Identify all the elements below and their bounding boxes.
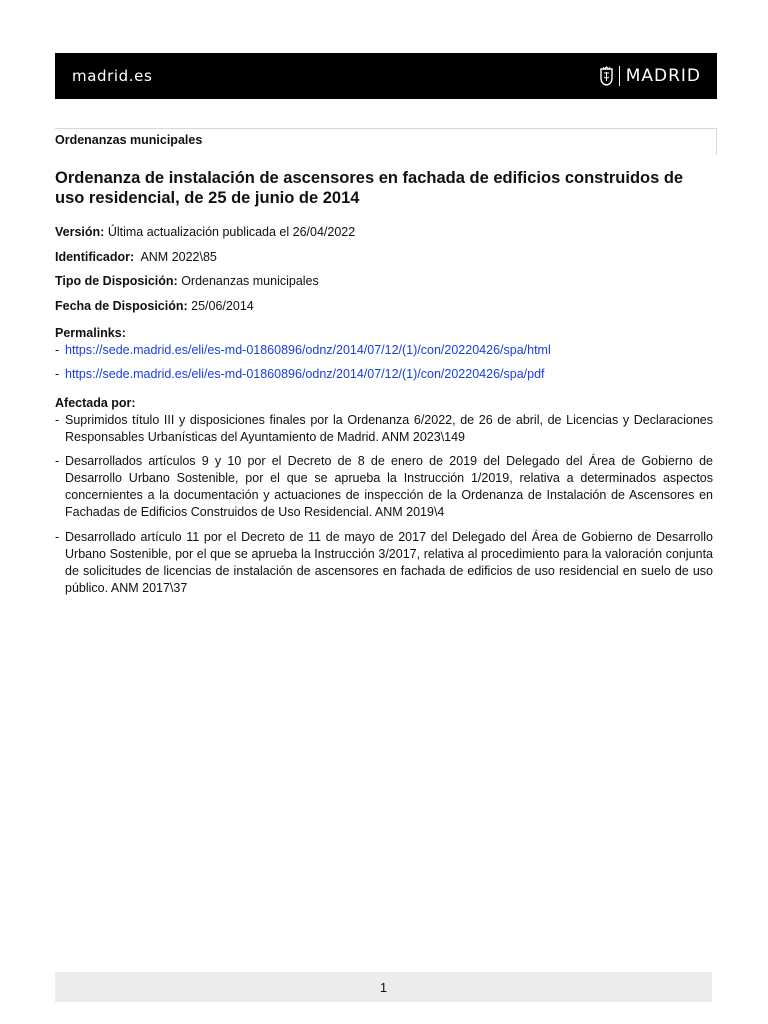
list-dash: - bbox=[55, 530, 60, 544]
affected-by-item bbox=[55, 412, 713, 446]
permalink-item bbox=[55, 366, 713, 383]
affected-by-heading: Afectada por: bbox=[55, 396, 136, 410]
permalinks-heading: Permalinks: bbox=[55, 326, 126, 340]
disposition-date-label: Fecha de Disposición: bbox=[55, 299, 188, 313]
version-label: Versión: bbox=[55, 225, 105, 239]
affected-by-item bbox=[55, 453, 713, 521]
affected-by-item bbox=[55, 529, 713, 597]
permalink-html-link[interactable]: https://sede.madrid.es/eli/es-md-01860896/odnz/2014/07/12/(1)/con/20220426/spa/html bbox=[65, 343, 551, 357]
disposition-type-line bbox=[55, 273, 319, 289]
list-dash: - bbox=[55, 343, 60, 357]
disposition-type-value: Ordenanzas municipales bbox=[181, 274, 319, 288]
disposition-date-line bbox=[55, 298, 254, 314]
affected-by-text: Desarrollados artículos 9 y 10 por el Decreto de 8 de enero de 2019 del Delegado del Área de Gobierno de Desarrollo Urbano Sostenible, por el que se aprueba la Instrucción 1/2019, relativa a determinados aspectos concernientes a la documentación y actuaciones de inspección de la Ordenanza de Instalación de Ascensores en Fachadas de Edificios Construidos de Uso Residencial. ANM 2019\4 bbox=[65, 454, 713, 519]
identifier-label: Identificador: bbox=[55, 250, 135, 264]
affected-by-text: Suprimidos título III y disposiciones finales por la Ordenanza 6/2022, de 26 de abril, de Licencias y Declaraciones Responsables Urbanísticas del Ayuntamiento de Madrid. ANM 2023\149 bbox=[65, 413, 713, 444]
madrid-shield-icon bbox=[600, 66, 613, 86]
site-name[interactable]: madrid.es bbox=[72, 67, 153, 85]
page-number: 1 bbox=[379, 979, 388, 995]
list-dash: - bbox=[55, 454, 60, 468]
permalink-item bbox=[55, 342, 713, 359]
madrid-brand-logo[interactable] bbox=[600, 66, 701, 86]
version-line bbox=[55, 224, 355, 240]
list-dash: - bbox=[55, 367, 60, 381]
page-footer bbox=[55, 972, 712, 1002]
affected-by-text: Desarrollado artículo 11 por el Decreto de 11 de mayo de 2017 del Delegado del Área de Gobierno de Desarrollo Urbano Sostenible, por el que se aprueba la Instrucción 3/2017, relativa al procedimiento para la valoración conjunta de solicitudes de licencias de instalación de ascensores en fachada de edificios de uso residencial en suelo de uso público. ANM 2017\37 bbox=[65, 530, 713, 595]
identifier-value: ANM 2022\85 bbox=[140, 250, 217, 264]
brand-divider bbox=[619, 66, 620, 86]
identifier-line bbox=[55, 249, 217, 265]
brand-text: MADRID bbox=[625, 66, 701, 86]
section-label: Ordenanzas municipales bbox=[55, 128, 717, 155]
version-value: Última actualización publicada el 26/04/2022 bbox=[107, 225, 356, 239]
list-dash: - bbox=[55, 413, 60, 427]
site-header bbox=[55, 53, 717, 99]
disposition-type-label: Tipo de Disposición: bbox=[55, 274, 178, 288]
document-title: Ordenanza de instalación de ascensores en fachada de edificios construidos de uso residencial, de 25 de junio de 2014 bbox=[55, 169, 684, 207]
disposition-date-value: 25/06/2014 bbox=[191, 299, 254, 313]
permalink-pdf-link[interactable]: https://sede.madrid.es/eli/es-md-01860896/odnz/2014/07/12/(1)/con/20220426/spa/pdf bbox=[65, 367, 545, 381]
